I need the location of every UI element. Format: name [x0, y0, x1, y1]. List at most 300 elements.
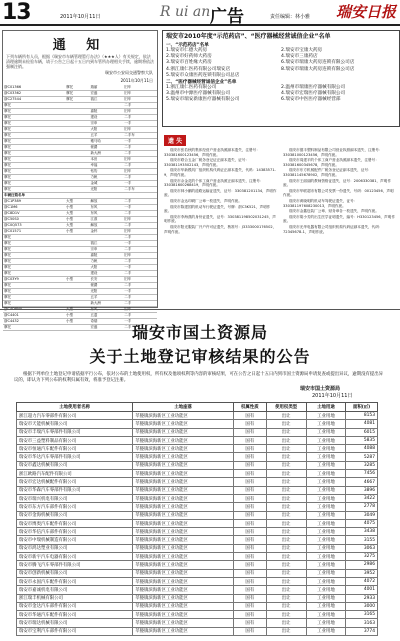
- land-cell: 工业用地: [306, 461, 345, 469]
- vehicle-cell: 大阳: [89, 265, 123, 271]
- vehicle-cell: 五菱: [89, 313, 123, 319]
- table-row: [17, 453, 378, 461]
- land-cell: 出让: [266, 561, 306, 569]
- land-cell: 出让: [266, 436, 306, 444]
- land-cell: 国有: [234, 519, 266, 527]
- land-cell: 瑞安市恒通汽车配件有限公司: [17, 445, 133, 453]
- vehicle-cell: 旧车: [123, 169, 157, 175]
- vehicle-cell: 摩托: [3, 247, 65, 253]
- notice-issuer: 瑞安市公安局交通警察大队: [105, 70, 153, 75]
- list-item: 1.瑞安市仁德大药房: [166, 48, 208, 53]
- pharmacy-list: [162, 30, 400, 127]
- land-cell: 出让: [266, 453, 306, 461]
- vehicle-cell: 建设: [89, 271, 123, 277]
- page-number: 13: [2, 0, 31, 25]
- land-cell: 浙江欧路汽车配件有限公司: [17, 470, 133, 478]
- land-cell: 出让: [266, 494, 306, 502]
- land-cell: 瑞安市华通汽车配件有限公司: [17, 611, 133, 619]
- land-cell: 瑞安市创新机械有限公司: [17, 569, 133, 577]
- vehicle-cell: 雅马哈: [89, 139, 123, 145]
- list-item: 4.浙江康仁医药有限公司瑞安店: [166, 66, 231, 72]
- vehicle-cell: 东风: [89, 205, 123, 211]
- lost-announcements: [162, 128, 398, 306]
- vehicle-cell: 旧车: [123, 217, 157, 223]
- land-cell: 工业用地: [306, 536, 345, 544]
- vehicle-cell: 摩托: [3, 157, 65, 163]
- land-cell: 工业用地: [306, 494, 345, 502]
- land-cell: 国有: [234, 627, 266, 635]
- notice-date: 2011年10月11日: [120, 78, 153, 83]
- vehicle-cell: 五羊: [89, 295, 123, 301]
- list-item: 4.瑞安市三康药店: [281, 54, 318, 60]
- land-cell: 瑞安市鑫达机械有限公司: [17, 461, 133, 469]
- lost-column-left: [164, 148, 277, 235]
- vehicle-cell: 东风: [89, 211, 123, 217]
- land-cell: 出让: [266, 519, 306, 527]
- land-header-cell: 使用权类型: [266, 403, 306, 412]
- lost-item: 瑞安市华新模具厂组织机构代码证正副本遗失，代码：14383571-9，声明作废。: [164, 168, 276, 177]
- land-cell: 莘塍镇滨海新区工业功能区: [133, 627, 234, 635]
- vehicle-cell: 二手: [123, 259, 157, 265]
- land-cell: 4001: [346, 586, 378, 594]
- land-cell: 莘塍镇滨海新区工业功能区: [133, 594, 234, 602]
- land-cell: 工业用地: [306, 428, 345, 436]
- vehicle-cell: 摩托: [3, 169, 65, 175]
- vehicle-cell: 摩托: [3, 253, 65, 259]
- land-header-cell: 权属性质: [234, 403, 266, 412]
- table-row: [17, 553, 378, 561]
- table-row: [17, 569, 378, 577]
- vehicle-cell: 二手: [123, 211, 157, 217]
- vehicle-cell: 二手: [123, 163, 157, 169]
- lost-item: 瑞安市东方机械配件厂税务登记证副本遗失，证号：330381145678902，声明作废。: [283, 168, 372, 177]
- vehicle-cell: 幸福: [89, 163, 123, 169]
- land-cell: 4075: [346, 519, 378, 527]
- vehicle-cell: 二手: [123, 223, 157, 229]
- land-cell: 瑞安市腾飞汽车零部件有限公司: [17, 561, 133, 569]
- land-cell: 出让: [266, 602, 306, 610]
- land-cell: 国有: [234, 544, 266, 552]
- vehicle-cell: 摩托: [65, 97, 89, 103]
- land-cell: 出让: [266, 478, 306, 486]
- vehicle-cell: 摩托: [3, 145, 65, 151]
- table-row: [17, 528, 378, 536]
- land-cell: 莘塍镇滨海新区工业功能区: [133, 619, 234, 627]
- land-cell: 工业用地: [306, 445, 345, 453]
- lost-item: 瑞安市德丰塑料制品有限公司营业执照副本遗失，注册号：330381000123456，声明作废。: [283, 148, 383, 157]
- vehicle-cell: 一手: [123, 205, 157, 211]
- vehicle-cell: 一手: [123, 265, 157, 271]
- land-cell: 瑞安市华森汽车零部件有限公司: [17, 486, 133, 494]
- land-date: 2011年10月11日: [312, 393, 353, 399]
- vehicle-cell: 摩托: [3, 181, 65, 187]
- land-cell: 出让: [266, 461, 306, 469]
- land-cell: 出让: [266, 486, 306, 494]
- land-cell: 6015: [346, 428, 378, 436]
- device-list-right: [281, 85, 396, 104]
- land-cell: 工业用地: [306, 561, 345, 569]
- land-cell: 国有: [234, 602, 266, 610]
- land-cell: 莘塍镇滨海新区工业功能区: [133, 486, 234, 494]
- vehicle-cell: 二手: [123, 115, 157, 121]
- vehicle-cell: 二手: [123, 313, 157, 319]
- vehicle-cell: 大型: [65, 211, 89, 217]
- vehicle-cell: 一手: [123, 181, 157, 187]
- vehicle-cell: 二手: [123, 199, 157, 205]
- vehicle-cell: 大型: [65, 223, 89, 229]
- vehicle-cell: 浙C01366: [3, 85, 65, 91]
- land-cell: 3285: [346, 461, 378, 469]
- vehicle-cell: 摩托: [3, 103, 65, 109]
- table-row: [17, 577, 378, 585]
- land-cell: 3438: [346, 528, 378, 536]
- land-cell: 3952: [346, 569, 378, 577]
- vehicle-cell: 浙C0Q573: [3, 223, 65, 229]
- lost-item: 瑞安市周建平的个体工商户营业执照副本遗失，注册号：330381600345678，声明作废。: [283, 158, 379, 167]
- land-cell: 出让: [266, 586, 306, 594]
- land-cell: 莘塍镇滨海新区工业功能区: [133, 445, 234, 453]
- vehicle-cell: 摩托: [65, 91, 89, 97]
- land-cell: 国有: [234, 478, 266, 486]
- land-cell: 3275: [346, 553, 378, 561]
- list-item: 3.温州市中源医疗器械有限公司: [166, 91, 231, 97]
- table-row: [17, 611, 378, 619]
- land-cell: 3049: [346, 511, 378, 519]
- land-cell: 国有: [234, 619, 266, 627]
- vehicle-cell: 小型: [65, 319, 89, 325]
- land-cell: 出让: [266, 428, 306, 436]
- vehicle-cell: 二手: [123, 151, 157, 157]
- vehicle-cell: 解放: [89, 223, 123, 229]
- lost-item: 瑞安市余金花的个体工商户营业执照正副本遗失，注册号：330381600268419，声明作废。: [164, 178, 264, 188]
- land-cell: 国有: [234, 412, 266, 420]
- vehicle-cell: 旧车: [123, 253, 157, 259]
- land-cell: 莘塍镇滨海新区工业功能区: [133, 528, 234, 536]
- vehicle-cell: 二手: [123, 283, 157, 289]
- vehicle-cell: 二手: [123, 295, 157, 301]
- vehicle-cell: 力帆: [89, 175, 123, 181]
- land-cell: 国有: [234, 503, 266, 511]
- vehicle-cell: 奇瑞: [89, 319, 123, 325]
- land-cell: 出让: [266, 569, 306, 577]
- vehicle-cell: 光阳: [89, 187, 123, 193]
- vehicle-cell: 摩托: [3, 283, 65, 289]
- land-cell: 工业用地: [306, 619, 345, 627]
- land-cell: 出让: [266, 619, 306, 627]
- land-cell: 国有: [234, 494, 266, 502]
- land-cell: 国有: [234, 486, 266, 494]
- vehicle-cell: 大型: [65, 199, 89, 205]
- list-item: 6.瑞安市中医医疗器械经营部: [281, 97, 341, 103]
- land-cell: 莘塍镇滨海新区工业功能区: [133, 611, 234, 619]
- land-cell: 工业用地: [306, 478, 345, 486]
- land-cell: 瑞安市华信汽车部件有限公司: [17, 528, 133, 536]
- land-cell: 国有: [234, 577, 266, 585]
- land-cell: 国有: [234, 561, 266, 569]
- land-cell: 工业用地: [306, 577, 345, 585]
- land-cell: 出让: [266, 544, 306, 552]
- lost-item: 瑞安市黄晓明的机动车驾驶证遗失，证号：330381197608230013，声明作废。: [283, 198, 358, 208]
- table-row: [17, 586, 378, 594]
- land-cell: 3422: [346, 494, 378, 502]
- vehicle-cell: 长安: [89, 277, 123, 283]
- land-cell: 莘塍镇滨海新区工业功能区: [133, 420, 234, 428]
- vehicle-cell: 小型: [65, 217, 89, 223]
- vehicle-cell: 钱江: [89, 97, 123, 103]
- pharmacy-list-title: 瑞安市2010年度“示范药店”、“医疗器械经营诚信企业”名单: [166, 33, 331, 40]
- vehicle-cell: 瑞丽: [89, 85, 123, 91]
- land-cell: 莘塍镇滨海新区工业功能区: [133, 503, 234, 511]
- vehicle-cell: 摩托: [3, 325, 65, 331]
- vehicle-cell: 新大洲: [89, 151, 123, 157]
- land-cell: 出让: [266, 536, 306, 544]
- land-cell: 出让: [266, 627, 306, 635]
- land-cell: 莘塍镇滨海新区工业功能区: [133, 511, 234, 519]
- land-cell: 国有: [234, 611, 266, 619]
- land-cell: 出让: [266, 594, 306, 602]
- land-cell: 工业用地: [306, 602, 345, 610]
- land-cell: 瑞安市金海机械有限公司: [17, 511, 133, 519]
- vehicle-cell: 一手: [123, 121, 157, 127]
- vehicle-table: [3, 85, 157, 331]
- land-cell: 莘塍镇滨海新区工业功能区: [133, 412, 234, 420]
- land-cell: 工业用地: [306, 553, 345, 561]
- land-cell: 瑞安市博奥汽车配件有限公司: [17, 519, 133, 527]
- vehicle-cell: 建设: [89, 115, 123, 121]
- vehicle-cell: 小型: [65, 313, 89, 319]
- vehicle-cell: 金杯: [89, 229, 123, 235]
- land-cell: 出让: [266, 420, 306, 428]
- land-cell: 5287: [346, 453, 378, 461]
- land-cell: 瑞安市永固汽车配件有限公司: [17, 577, 133, 585]
- list-item: 3.瑞安市百姓缘大药房: [166, 60, 212, 66]
- vehicle-cell: 大阳: [89, 127, 123, 133]
- vehicle-cell: 二手: [123, 325, 157, 331]
- table-row: [17, 627, 378, 635]
- land-cell: 瑞安市宏达机械配件有限公司: [17, 478, 133, 486]
- land-header-cell: 土地使用者名称: [17, 403, 133, 412]
- vehicle-cell: 摩托: [3, 151, 65, 157]
- land-cell: 浙江超力汽车零部件有限公司: [17, 412, 133, 420]
- land-cell: 瑞安市新宇汽车电器有限公司: [17, 553, 133, 561]
- lost-item: 瑞安市联合五金厂税务登记证正副本遗失，证号：330381193502143，声明作废。: [164, 158, 250, 167]
- lost-item: 瑞安市胡小芳的出生医学证明遗失，编号：H330123456，声明作废。: [283, 214, 395, 224]
- vehicle-cell: 二手车: [123, 187, 157, 193]
- vehicle-cell: 摩托: [3, 133, 65, 139]
- vehicle-cell: 本田: [89, 157, 123, 163]
- vehicle-cell: 旧车: [123, 91, 157, 97]
- vehicle-cell: 二手: [123, 271, 157, 277]
- device-subtitle: 二、“医疗器械经营诚信企业”名单: [166, 80, 237, 86]
- land-cell: 瑞安市鸿达塑业有限公司: [17, 544, 133, 552]
- land-cell: 瑞安市嘉诚机电有限公司: [17, 586, 133, 594]
- table-row: [17, 445, 378, 453]
- land-title-2: 关于土地登记审核结果的公告: [89, 347, 311, 366]
- notice-intro: 下列车辆所有人员，根据《瑞安市车辆管理暂行办法》（★★★人）有关规定，依法清理逾期未检验车辆，请于公告之日起十五日内到车管所办理相关手续，逾期将依法强制注销。: [6, 54, 154, 69]
- vehicle-cell: 旧车: [123, 157, 157, 163]
- table-row: [17, 494, 378, 502]
- land-cell: 莘塍镇滨海新区工业功能区: [133, 536, 234, 544]
- vehicle-cell: 浙C1M6: [3, 205, 65, 211]
- land-cell: 莘塍镇滨海新区工业功能区: [133, 602, 234, 610]
- vehicle-cell: 一手: [123, 241, 157, 247]
- list-item: 4.瑞安市宏瑞医疗器械有限公司: [281, 91, 346, 97]
- vehicle-cell: 浙C03362: [3, 91, 65, 97]
- land-cell: 莘塍镇滨海新区工业功能区: [133, 561, 234, 569]
- vehicle-cell: 二手: [123, 103, 157, 109]
- land-cell: 工业用地: [306, 569, 345, 577]
- vehicle-cell: 摩托: [3, 115, 65, 121]
- land-cell: 国有: [234, 569, 266, 577]
- vehicle-cell: 二手: [123, 247, 157, 253]
- list-item: 5.瑞安市众康医药连锁有限公司总店: [166, 72, 240, 78]
- vehicle-cell: 一手: [123, 319, 157, 325]
- land-cell: 工业用地: [306, 453, 345, 461]
- land-cell: 出让: [266, 528, 306, 536]
- land-cell: 工业用地: [306, 611, 345, 619]
- vehicle-cell: 二手: [123, 301, 157, 307]
- list-item: 2.温州市瑞康医疗器械有限公司: [281, 85, 346, 91]
- table-row: [17, 511, 378, 519]
- land-cell: 3774: [346, 627, 378, 635]
- lost-item: 瑞安市林小鹏的道路运输证遗失，证号：330381201134，声明作废。: [164, 188, 277, 198]
- vehicle-cell: 摩托: [3, 301, 65, 307]
- land-cell: 莘塍镇滨海新区工业功能区: [133, 569, 234, 577]
- lost-column-right: [283, 148, 396, 235]
- land-cell: 国有: [234, 511, 266, 519]
- lost-item: 瑞安市金鑫包装厂公章、财务章各一枚遗失，声明作废。: [289, 209, 379, 214]
- vehicle-cell: 车辆注销名单: [3, 193, 65, 199]
- table-row: [17, 461, 378, 469]
- land-cell: 2778: [346, 503, 378, 511]
- vehicle-cell: 一手: [123, 289, 157, 295]
- land-cell: 莘塍镇滨海新区工业功能区: [133, 428, 234, 436]
- land-cell: 国有: [234, 445, 266, 453]
- land-cell: 国有: [234, 470, 266, 478]
- land-cell: 3000: [346, 602, 378, 610]
- table-row: [17, 602, 378, 610]
- land-table-header: [17, 403, 378, 412]
- land-cell: 瑞安市东方汽车部件有限公司: [17, 503, 133, 511]
- land-cell: 出让: [266, 577, 306, 585]
- table-row: [17, 561, 378, 569]
- vehicle-cell: 五羊: [89, 133, 123, 139]
- list-item: 5.瑞安市瑞安新康医疗器械有限公司: [166, 97, 240, 103]
- land-cell: 3063: [346, 544, 378, 552]
- land-cell: 出让: [266, 412, 306, 420]
- land-cell: 3155: [346, 536, 378, 544]
- vehicle-cell: 浙C4401: [3, 313, 65, 319]
- lost-item: 瑞安市李海燕的身份证遗失，证号：330381198502031245，声明作废。: [164, 214, 276, 224]
- land-cell: 浙江瑞丰机械有限公司: [17, 594, 133, 602]
- land-cell: 工业用地: [306, 594, 345, 602]
- land-cell: 国有: [234, 586, 266, 594]
- vehicle-cell: 二手: [123, 145, 157, 151]
- vehicle-cell: 小型: [65, 277, 89, 283]
- land-cell: 工业用地: [306, 503, 345, 511]
- list-item: 8.瑞安市瑞康大药房连锁有限公司店: [281, 66, 355, 72]
- vehicle-cell: 浙C1P389: [3, 199, 65, 205]
- editor-credit: 责任编辑：林小雅: [270, 14, 311, 20]
- land-cell: 瑞安市华达汽车零部件有限公司: [17, 453, 133, 461]
- land-table: [16, 402, 378, 636]
- vehicle-cell: 摩托: [3, 265, 65, 271]
- land-header-cell: 土地座落: [133, 403, 234, 412]
- vehicle-cell: 嘉陵: [89, 109, 123, 115]
- land-cell: 4667: [346, 478, 378, 486]
- table-row: [17, 503, 378, 511]
- land-cell: 工业用地: [306, 586, 345, 594]
- vehicle-cell: 江淮: [89, 217, 123, 223]
- land-cell: 4081: [346, 420, 378, 428]
- list-item: 1.浙江康仁医药有限公司: [166, 85, 217, 91]
- issue-date: 2011年10月11日: [60, 14, 101, 20]
- vehicle-cell: 解放: [89, 199, 123, 205]
- land-cell: 国有: [234, 436, 266, 444]
- vehicle-cell: 宗申: [89, 121, 123, 127]
- land-cell: 工业用地: [306, 627, 345, 635]
- vehicle-cell: 旧车: [123, 109, 157, 115]
- vehicle-cell: 摩托: [3, 241, 65, 247]
- vehicle-cell: 摩托: [3, 295, 65, 301]
- vehicle-cell: 小型: [65, 229, 89, 235]
- table-row: [17, 536, 378, 544]
- notice-title: 通 知: [52, 38, 108, 53]
- land-cell: 瑞安市瑞兴机电有限公司: [17, 494, 133, 502]
- land-cell: 3896: [346, 486, 378, 494]
- vehicle-cell: 浙C8D1V: [3, 211, 65, 217]
- land-cell: 3165: [346, 611, 378, 619]
- land-cell: 国有: [234, 553, 266, 561]
- land-cell: 8153: [346, 412, 378, 420]
- vehicle-cell: 宏盛: [89, 325, 123, 331]
- vehicle-cell: 浙C50S0: [3, 217, 65, 223]
- vehicle-cell: 旧车: [123, 127, 157, 133]
- table-row: [17, 412, 378, 420]
- section-title: 广告: [210, 7, 244, 27]
- land-cell: 出让: [266, 445, 306, 453]
- land-cell: 国有: [234, 420, 266, 428]
- vehicle-cell: 小型: [65, 205, 89, 211]
- table-row: [17, 478, 378, 486]
- list-item: 2.瑞安市好药师大药房: [166, 54, 212, 60]
- vehicle-cell: 摩托: [3, 187, 65, 193]
- land-cell: 国有: [234, 528, 266, 536]
- list-item: 6.瑞安市瑞康大药房连锁有限公司店: [281, 60, 355, 66]
- land-cell: 3163: [346, 619, 378, 627]
- land-cell: 5835: [346, 436, 378, 444]
- land-cell: 莘塍镇滨海新区工业功能区: [133, 436, 234, 444]
- land-cell: 工业用地: [306, 486, 345, 494]
- land-cell: 瑞安市金达汽车部件有限公司: [17, 602, 133, 610]
- vehicle-cell: 摩托: [3, 259, 65, 265]
- land-cell: 国有: [234, 453, 266, 461]
- land-body: 根据下列单位土地登记申请依据平行公布，依对公布的土地使用权，所有权及他项权利等内容的审核结果，可在公告之日起十五日内到市国土资源局申请复查或提出异议，逾期没有提出异议的，即认为下列公布的权利归属有效，将准予登记注册。: [14, 372, 384, 383]
- vehicle-cell: 浙C4432: [3, 319, 65, 325]
- land-cell: 莘塍镇滨海新区工业功能区: [133, 577, 234, 585]
- table-row: [17, 619, 378, 627]
- land-cell: 2986: [346, 561, 378, 569]
- vehicle-cell: 二手: [123, 235, 157, 241]
- land-cell: 出让: [266, 470, 306, 478]
- vehicle-cell: 摩托: [3, 109, 65, 115]
- vehicle-cell: 钱江: [89, 241, 123, 247]
- land-cell: 瑞安市天能机械有限公司: [17, 420, 133, 428]
- vehicle-cell: 摩托: [65, 85, 89, 91]
- vehicle-cell: 摩托: [3, 127, 65, 133]
- land-cell: 4072: [346, 577, 378, 585]
- lost-item: 瑞安市张若秋的集体经营户营业执照副本遗失，注册号：330381600123456，声明作废。: [164, 148, 260, 157]
